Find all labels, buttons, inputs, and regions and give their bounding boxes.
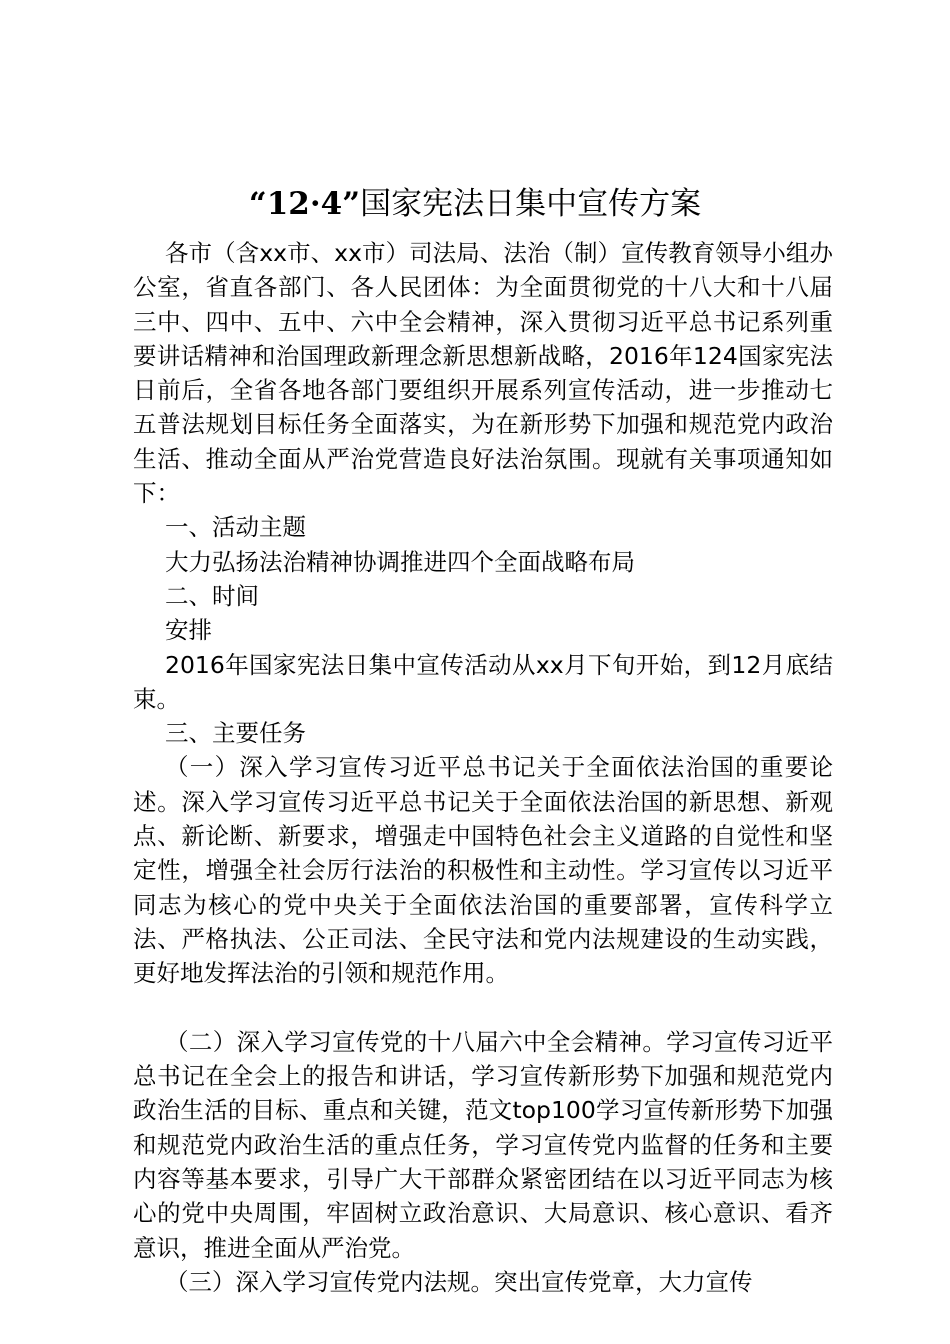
section-heading-arrangement: 安排 (165, 616, 212, 645)
task-paragraph-1: （一）深入学习宣传习近平总书记关于全面依法治国的重要论述。深入学习宣传习近平总书记关于全面依法治国的新思想、新观点、新论断、新要求，增强走中国特色社会主义道路的自觉性和坚定性，增强全社会厉行法治的积极性和主动性。学习宣传以习近平同志为核心的党中央关于全面依法治国的重要部署，宣传科学立法、严格执法、公正司法、全民守法和党内法规建设的生动实践，更好地发挥法治的引领和规范作用。 (133, 753, 833, 988)
task-paragraph-3: （三）深入学习宣传党内法规。突出宣传党章，大力宣传 (165, 1267, 753, 1296)
intro-paragraph: 各市（含xx市、xx市）司法局、法治（制）宣传教育领导小组办公室，省直各部门、各人民团体：为全面贯彻党的十八大和十八届三中、四中、五中、六中全会精神，深入贯彻习近平总书记系列重要讲话精神和治国理政新理念新思想新战略，2016年124国家宪法日前后，全省各地各部门要组织开展系列宣传活动，进一步推动七五普法规划目标任务全面落实，为在新形势下加强和规范党内政治生活、推动全面从严治党营造良好法治氛围。现就有关事项通知如下： (133, 239, 833, 508)
document-body (133, 236, 833, 1299)
title-number: “12·4” (248, 186, 361, 222)
task-paragraph-2: （二）深入学习宣传党的十八届六中全会精神。学习宣传习近平总书记在全会上的报告和讲话，学习宣传新形势下加强和规范党内政治生活的目标、重点和关键，范文top100学习宣传新形势下加强和规范党内政治生活的重点任务，学习宣传党内监督的任务和主要内容等基本要求，引导广大干部群众紧密团结在以习近平同志为核心的党中央周围，牢固树立政治意识、大局意识、核心意识、看齐意识，推进全面从严治党。 (133, 1027, 833, 1262)
paragraph-spacer (133, 991, 833, 1025)
title-text: 国家宪法日集中宣传方案 (360, 186, 702, 222)
section-heading-tasks: 三、主要任务 (165, 719, 306, 748)
section-heading-time: 二、时间 (165, 581, 259, 610)
theme-paragraph: 大力弘扬法治精神协调推进四个全面战略布局 (165, 547, 635, 576)
time-paragraph: 2016年国家宪法日集中宣传活动从xx月下旬开始，到12月底结束。 (133, 650, 833, 713)
document-title (0, 182, 950, 226)
section-heading-theme: 一、活动主题 (165, 513, 306, 542)
